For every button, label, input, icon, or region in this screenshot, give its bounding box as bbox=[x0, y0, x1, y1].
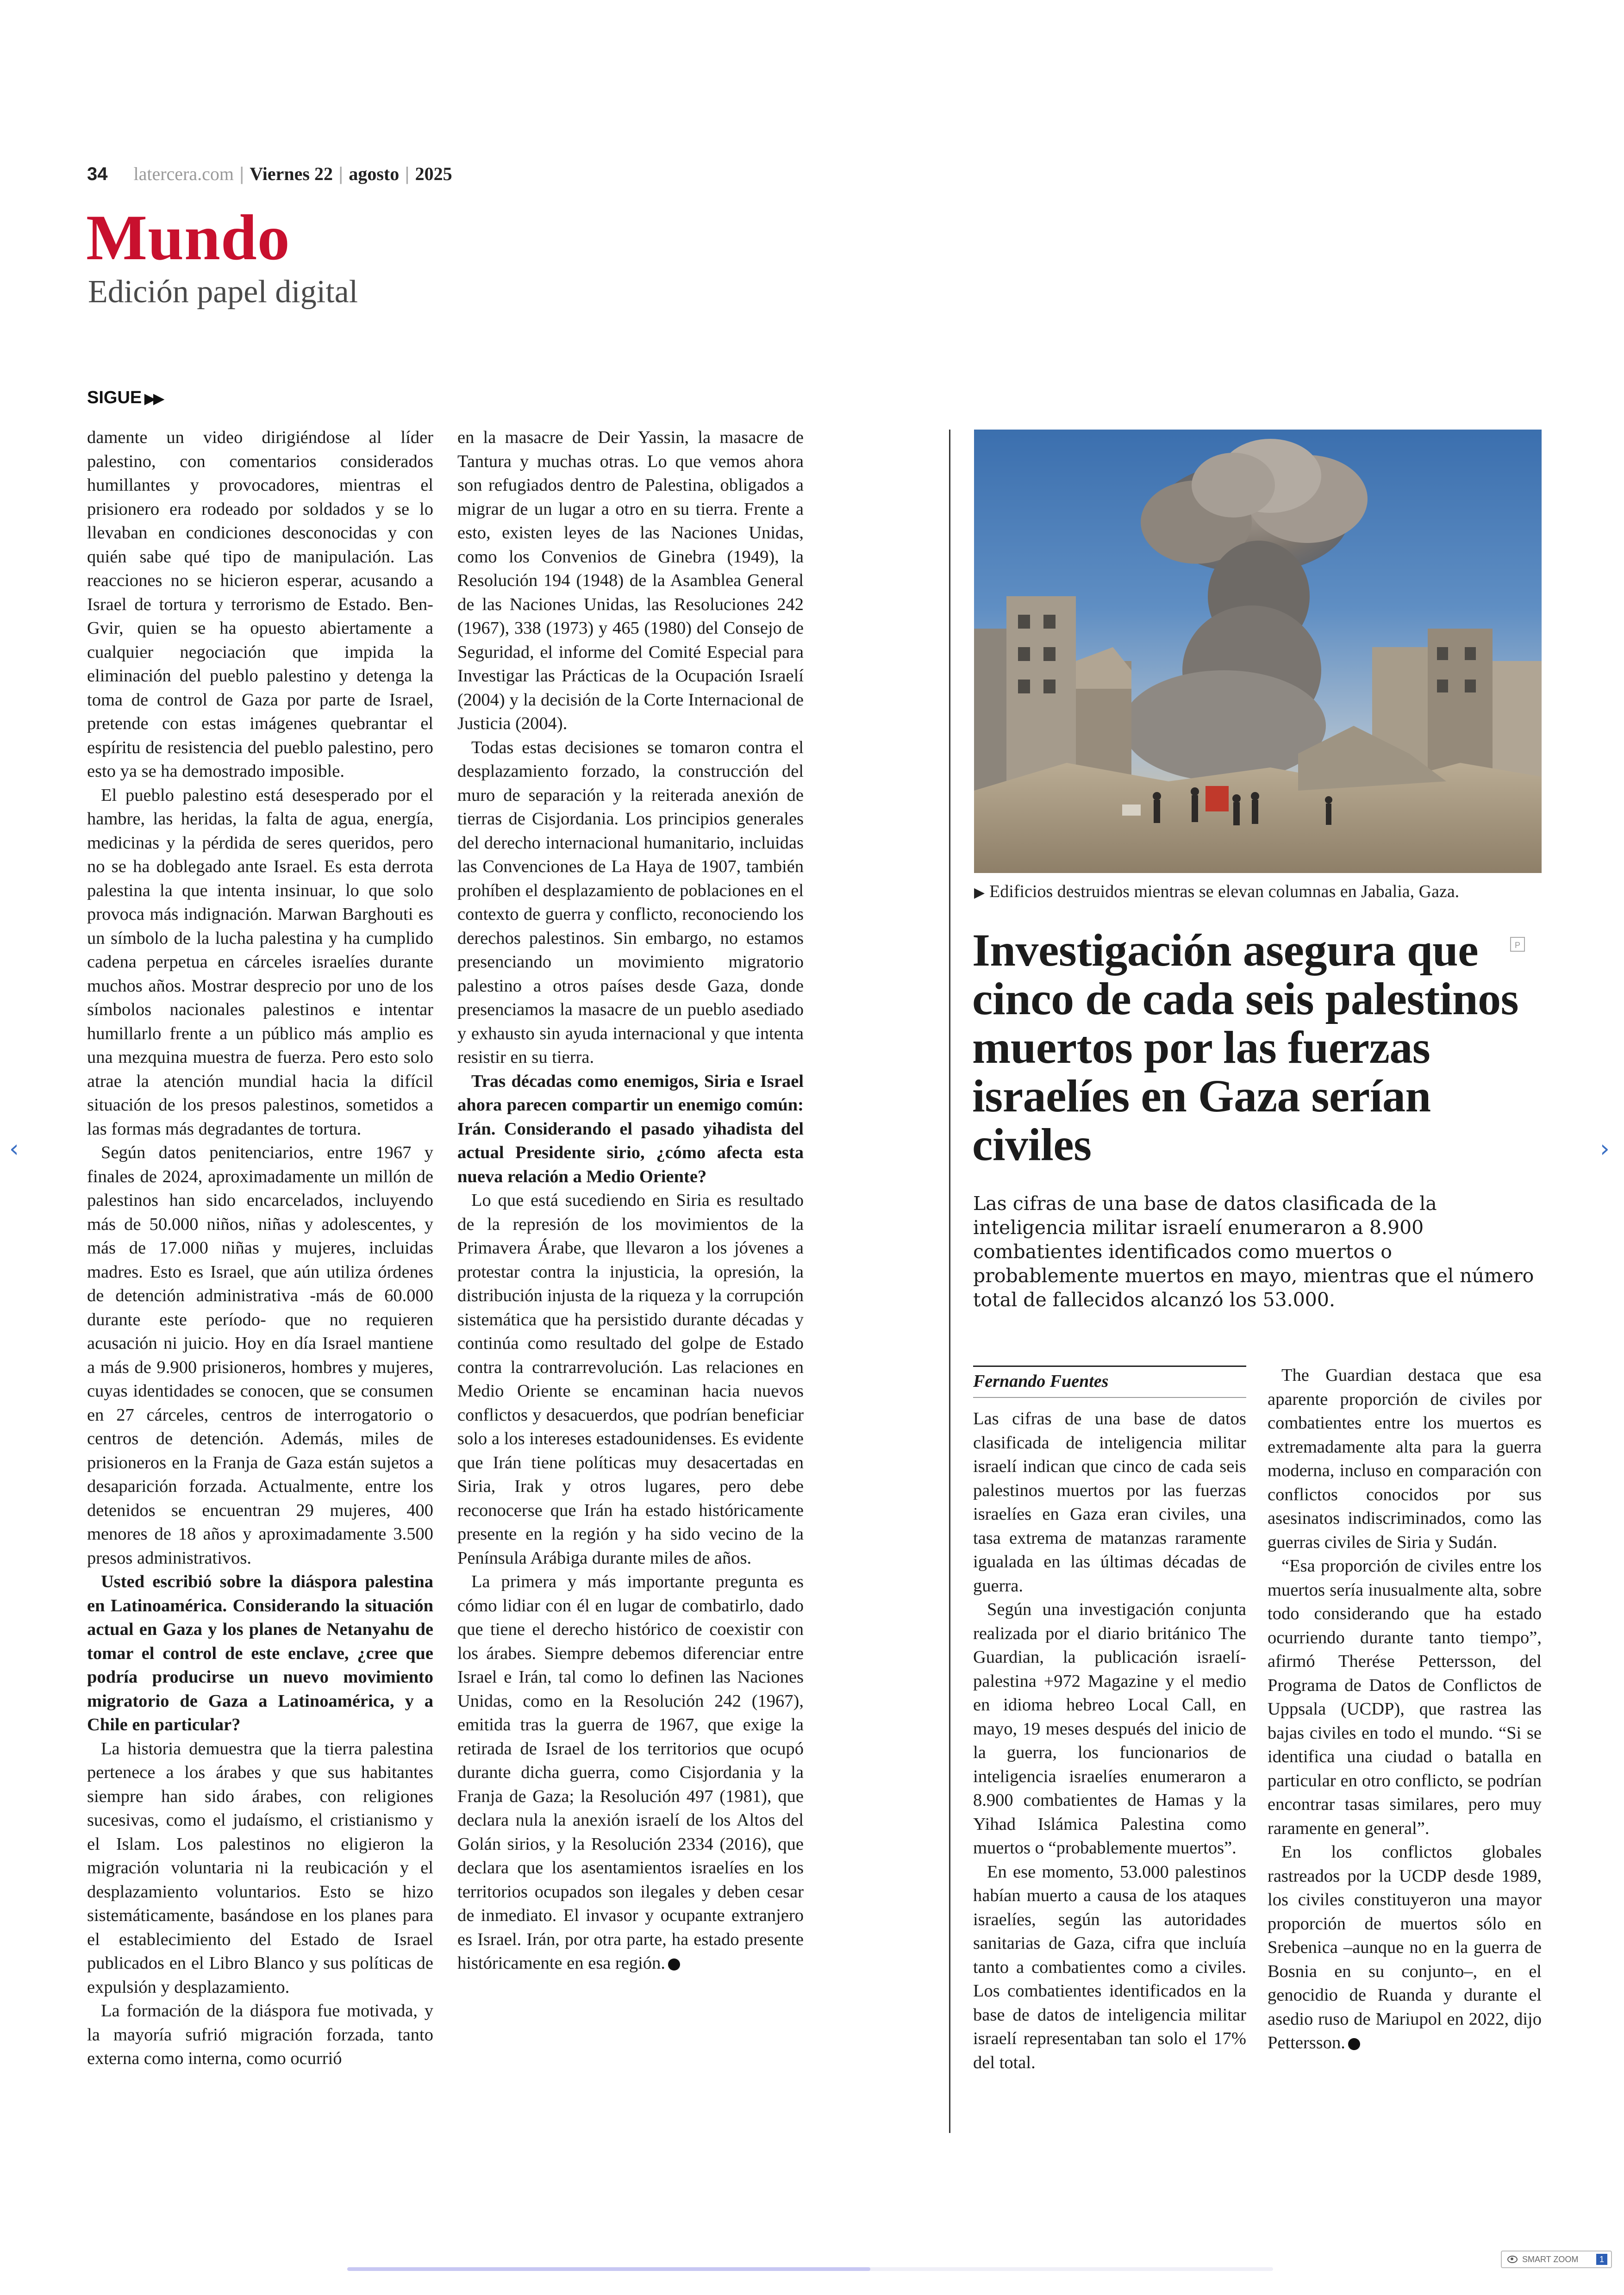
interview-question bbox=[87, 1570, 433, 1737]
interview-column-1 bbox=[87, 426, 433, 2139]
body-paragraph bbox=[87, 1141, 433, 1570]
paragraph-text: La primera y más importante pregunta es cómo lidiar con él en lugar de combatirlo, dado que tiene el derecho histórico de coexistir con los árabes. Siempre debemos diferenciar entre Israel e Irán, tal como lo definen las Naciones Unidas, como en la Resolución 242 (1967), emitida tras la guerra de 1967, que exige la retirada de Israel de los territorios que ocupó durante dicha guerra, como Cisjordania y la Franja de Gaza; la Resolución 497 (1981), que declara nula la anexión israelí de los Altos del Golán sirios, y la Resolución 2334 (2016), que declara que los asentamientos israelíes en los territorios ocupados son ilegales y deben cesar de inmediato. El invasor y ocupante extranjero es Israel. Irán, por otra parte, ha estado presente históricamente en esa región. bbox=[457, 1572, 804, 1973]
body-paragraph bbox=[87, 426, 433, 784]
paragraph-text: Las cifras de una base de datos clasificada de inteligencia militar israelí indican que cinco de cada seis palestinos muertos por las fuerzas israelíes en Gaza eran civiles, una tasa extrema de matanzas raramente igualada en las últimas décadas de guerra. bbox=[973, 1409, 1246, 1596]
body-paragraph bbox=[1268, 1554, 1542, 1840]
end-mark-icon bbox=[1348, 2038, 1360, 2050]
paragraph-text: “Esa proporción de civiles entre los muertos sería inusualmente alta, sobre todo considerando que ha estado ocurriendo durante tanto tiempo”, afirmó Therése Pettersson, del Programa de Datos de Conflictos de Uppsala (UCDP), que rastrea las bajas civiles en todo el mundo. “Si se identifica una ciudad o batalla en particular en otro conflicto, se podrían encontrar tasas similares, pero muy raramente en general”. bbox=[1268, 1556, 1542, 1838]
paragraph-text: La historia demuestra que la tierra palestina pertenece a los árabes y que sus habitantes siempre han sido árabes, con religiones sucesivas, como el judaísmo, el cristianismo y el Islam. Los palestinos no eligieron la migración voluntaria ni la reubicación y el desplazamiento voluntarios. Esto se hizo sistemáticamente, basándose en los planes para el establecimiento del Estado de Israel publicados en el Libro Blanco y sus políticas de expulsión y desplazamiento. bbox=[87, 1739, 433, 1997]
page-folio bbox=[87, 163, 452, 185]
paragraph-text: En los conflictos globales rastreados por la UCDP desde 1989, los civiles constituyeron una mayor proporción de muertos sólo en Srebenica –aunque no en la guerra de Bosnia en su conjunto–, en el genocidio de Ruanda y durante el asedio ruso de Mariupol en 2022, dijo Pettersson. bbox=[1268, 1842, 1542, 2052]
continued-label: SIGUE bbox=[87, 388, 142, 407]
paragraph-text: Según datos penitenciarios, entre 1967 y finales de 2024, aproximadamente un millón de palestinos han sido encarcelados, incluyendo más de 50.000 niños, niñas y adolescentes, y más de 17.000 niñas y mujeres, incluidas madres. Esto es Israel, que aún utiliza órdenes de detención administrativa -más de 60.000 durante este período- que no requieren acusación ni juicio. Hoy en día Israel mantiene a más de 9.900 prisioneros, hombres y mujeres, cuyas identidades se conocen, que se consumen en 27 cárceles, centros de interrogatorio o centros de detención. Además, miles de prisioneros en la Franja de Gaza están sujetos a desaparición forzada. Actualmente, entre los detenidos se encuentran 29 mujeres, 400 menores de 18 años y aproximadamente 3.500 presos administrativos. bbox=[87, 1143, 433, 1568]
interview-question bbox=[457, 1070, 804, 1189]
section-title: Mundo bbox=[86, 202, 290, 274]
byline: Fernando Fuentes bbox=[973, 1372, 1109, 1391]
interview-column-2 bbox=[457, 426, 804, 2139]
paragraph-text: Lo que está sucediendo en Siria es resultado de la represión de los movimientos de la Primavera Árabe, que llevaron a los jóvenes a protestar contra la injusticia, la opresión, la distribución injusta de la riqueza y la corrupción sistemática que ha persistido durante décadas y continúa como resultado del golpe de Estado contra la contrarrevolución. Las relaciones en Medio Oriente se encaminan hacia nuevos conflictos y desacuerdos, que podrían beneficiar solo a los intereses estadounidenses. Es evidente que Irán tiene políticas muy desacertadas en Siria, Irak y otros lugares, pero debe reconocerse que Irán ha estado históricamente presente en la región y ha sido vecino de la Península Arábiga durante miles de años. bbox=[457, 1191, 804, 1568]
paragraph-text: Todas estas decisiones se tomaron contra el desplazamiento forzado, la construcción del muro de separación y la reiterada anexión de tierras de Cisjordania. Los principios generales del derecho internacional humanitario, incluidas las Convenciones de La Haya de 1907, también prohíben el desplazamiento de poblaciones en el contexto de guerra y conflicto, reconociendo los derechos palestinos. Sin embargo, no estamos presenciando un movimiento migratorio palestino a otros países desde Gaza, donde presenciamos la masacre de un pueblo asediado y exhausto sin ayuda internacional y que intenta resistir en su tierra. bbox=[457, 737, 804, 1067]
article-photo bbox=[974, 430, 1542, 873]
byline-rule bbox=[973, 1366, 1246, 1367]
continued-marker bbox=[87, 388, 162, 408]
body-paragraph bbox=[87, 1737, 433, 2000]
site-name: latercera.com bbox=[133, 163, 234, 184]
photo-info-icon[interactable]: P bbox=[1510, 937, 1525, 952]
body-paragraph bbox=[457, 1570, 804, 1976]
divider: | bbox=[405, 164, 410, 184]
edition-label: Edición papel digital bbox=[88, 274, 358, 310]
smart-zoom-button[interactable] bbox=[1501, 2251, 1612, 2268]
body-paragraph bbox=[457, 426, 804, 736]
previous-page-chevron-icon[interactable]: ‹ bbox=[9, 1135, 19, 1163]
paragraph-text: El pueblo palestino está desesperado por el hambre, las heridas, la falta de agua, energía, medicinas y la pérdida de seres queridos, pero no se ha doblegado ante Israel. Es esta derrota palestina la que intenta insinuar, lo que solo provoca más indignación. Marwan Barghouti es un símbolo de la lucha palestina y ha cumplido cadena perpetua en cárceles israelíes durante muchos años. Mostrar desprecio por uno de los símbolos nacionales palestinos e intentar humillarlo frente a un público más amplio es una mezquina muestra de fuerza. Pero esto solo atrae la atención mundial hacia la difícil situación de los presos palestinos, sometidos a las formas más degradantes de tortura. bbox=[87, 785, 433, 1139]
body-paragraph bbox=[87, 1999, 433, 2071]
smart-zoom-label: SMART ZOOM bbox=[1522, 2254, 1579, 2264]
page-indicator: 1 bbox=[1596, 2254, 1607, 2265]
caption-text: Edificios destruidos mientras se elevan columnas en Jabalia, Gaza. bbox=[989, 882, 1460, 901]
body-paragraph bbox=[1268, 1840, 1542, 2055]
paragraph-text: Según una investigación conjunta realizada por el diario británico The Guardian, la publicación israelí-palestina +972 Magazine y el medio en idioma hebreo Local Call, en mayo, 19 meses después del inicio de la guerra, los funcionarios de inteligencia israelíes enumeraron a 8.900 combatientes de Hamas y la Yihad Islámica Palestina como muertos o “probablemente muertos”. bbox=[973, 1600, 1246, 1858]
scrollbar-thumb[interactable] bbox=[347, 2267, 870, 2271]
article-dek: Las cifras de una base de datos clasificada de la inteligencia militar israelí enumeraron a 8.900 combatientes identificados como muertos o probablemente muertos en mayo, mientras que el número total de fallecidos alcanzó los 53.000. bbox=[973, 1192, 1534, 1311]
divider: | bbox=[239, 164, 244, 184]
issue-year: 2025 bbox=[415, 163, 452, 184]
paragraph-text: Tras décadas como enemigos, Siria e Israel ahora parecen compartir un enemigo común: Irán. Considerando el pasado yihadista del actual Presidente sirio, ¿cómo afecta esta nueva relación a Medio Oriente? bbox=[457, 1071, 804, 1186]
paragraph-text: The Guardian destaca que esa aparente proporción de civiles por combatientes entre los muertos es extremadamente alta para la guerra moderna, incluso en comparación con conflictos conocidos por sus asesinatos indiscriminados, como las guerras civiles de Siria y Sudán. bbox=[1268, 1366, 1542, 1552]
body-paragraph bbox=[457, 736, 804, 1070]
article-column-1 bbox=[973, 1407, 1246, 2139]
destroyed-buildings-photo bbox=[974, 430, 1542, 873]
article-headline: Investigación asegura que cinco de cada seis palestinos muertos por las fuerzas israelíes en Gaza serían civiles bbox=[972, 924, 1518, 1170]
issue-date: Viernes 22 bbox=[250, 163, 333, 184]
page-number: 34 bbox=[87, 164, 108, 184]
end-mark-icon bbox=[668, 1958, 680, 1971]
issue-month: agosto bbox=[349, 163, 400, 184]
paragraph-text: La formación de la diáspora fue motivada, y la mayoría sufrió migración forzada, tanto externa como interna, como ocurrió bbox=[87, 2001, 433, 2068]
body-paragraph bbox=[973, 1860, 1246, 2075]
body-paragraph bbox=[457, 1189, 804, 1570]
next-page-chevron-icon[interactable]: › bbox=[1600, 1135, 1610, 1163]
paragraph-text: damente un video dirigiéndose al líder palestino, con comentarios considerados humillantes y provocadores, mientras el prisionero era rodeado por soldados y se lo llevaban en condiciones desconocidas y con quién sabe qué tipo de manipulación. Las reacciones no se hicieron esperar, acusando a Israel de tortura y terrorismo de Estado. Ben-Gvir, quien se ha opuesto abiertamente a cualquier negociación que impida la eliminación del pueblo palestino y detenga la toma de control de Gaza por parte de Israel, pretende con estas imágenes quebrantar el espíritu de resistencia del pueblo palestino, pero esto ya se ha demostrado imposible. bbox=[87, 428, 433, 781]
body-paragraph bbox=[973, 1407, 1246, 1598]
paragraph-text: Usted escribió sobre la diáspora palestina en Latinoamérica. Considerando la situación actual en Gaza y los planes de Netanyahu de tomar el control de este enclave, ¿cree que podría producirse un nuevo movimiento migratorio de Gaza a Latinoamérica, y a Chile en particular? bbox=[87, 1572, 433, 1734]
divider: | bbox=[338, 164, 344, 184]
article-column-2 bbox=[1268, 1364, 1542, 2141]
body-paragraph bbox=[973, 1598, 1246, 1860]
byline-rule bbox=[973, 1397, 1246, 1398]
double-arrow-icon: ▶▶ bbox=[144, 391, 162, 406]
column-divider bbox=[949, 430, 950, 2133]
eye-icon bbox=[1507, 2256, 1518, 2263]
paragraph-text: en la masacre de Deir Yassin, la masacre de Tantura y muchas otras. Lo que vemos ahora son refugiados dentro de Palestina, obligados a migrar de un lugar a otro en su tierra. Frente a esto, existen leyes de las Naciones Unidas, como los Convenios de Ginebra (1949), la Resolución 194 (1948) de la Asamblea General de las Naciones Unidas, las Resoluciones 242 (1967), 338 (1973) y 465 (1980) del Consejo de Seguridad, el informe del Comité Especial para Investigar las Prácticas de la Ocupación Israelí (2004) y la decisión de la Corte Internacional de Justicia (2004). bbox=[457, 428, 804, 733]
photo-caption bbox=[974, 881, 1548, 902]
body-paragraph bbox=[87, 784, 433, 1141]
play-triangle-icon: ▶ bbox=[974, 885, 985, 900]
paragraph-text: En ese momento, 53.000 palestinos habían muerto a causa de los ataques israelíes, según las autoridades sanitarias de Gaza, cifra que incluía tanto a combatientes como a civiles. Los combatientes identificados en la base de datos de inteligencia militar israelí representaban tan solo el 17% del total. bbox=[973, 1862, 1246, 2072]
body-paragraph bbox=[1268, 1364, 1542, 1554]
